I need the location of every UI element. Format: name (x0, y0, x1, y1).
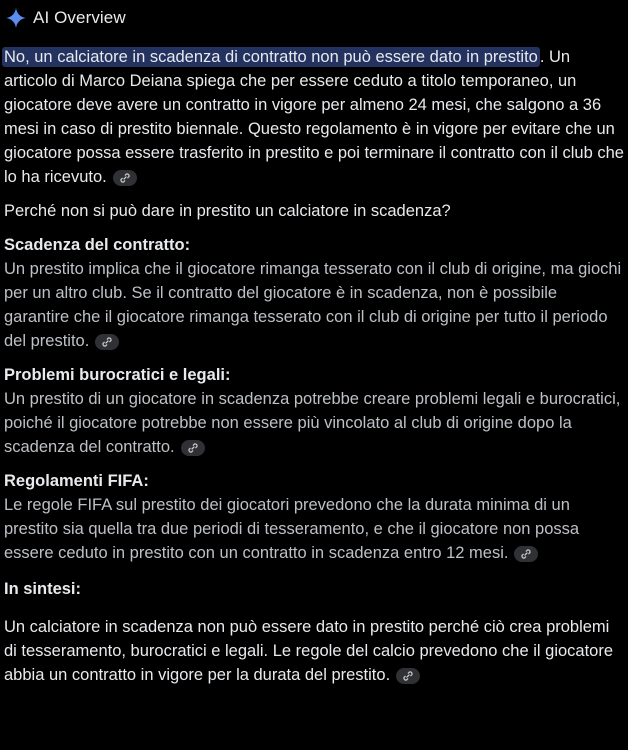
question-heading: Perché non si può dare in prestito un calciatore in scadenza? (4, 202, 451, 220)
summary-text (4, 615, 624, 687)
section-title: Problemi burocratici e legali: (4, 366, 231, 384)
summary-title: In sintesi: (4, 580, 82, 598)
section-burocrazia (4, 363, 624, 459)
source-link-button[interactable] (95, 334, 119, 350)
section-text-content: Le regole FIFA sul prestito dei giocatori prevedono che la durata minima di un prestito sia quella tra due periodi di tesseramento, e che il giocatore non possa essere ceduto in prestito con un contratto in scadenza entro 12 mesi. (4, 496, 580, 562)
link-icon (101, 336, 113, 348)
ai-overview-title: AI Overview (33, 8, 126, 27)
section-text (4, 257, 624, 353)
ai-overview-header (6, 6, 126, 30)
link-icon (402, 670, 414, 682)
source-link-button[interactable] (396, 668, 420, 684)
answer-paragraph (4, 45, 624, 189)
link-icon (520, 548, 532, 560)
highlighted-answer: No, un calciatore in scadenza di contratto non può essere dato in prestito (4, 48, 538, 66)
section-text (4, 493, 624, 565)
sparkle-icon (6, 8, 26, 28)
section-title: Regolamenti FIFA: (4, 472, 149, 490)
section-fifa (4, 469, 624, 565)
section-text (4, 387, 624, 459)
section-scadenza (4, 233, 624, 353)
section-title: Scadenza del contratto: (4, 236, 191, 254)
ai-overview-content (4, 45, 624, 687)
section-text-content: Un prestito implica che il giocatore rimanga tesserato con il club di origine, ma giochi per un altro club. Se il contratto del giocatore è in scadenza, non è possibile garantire che il giocatore rimanga tesserato con il club di origine per tutto il periodo del prestito. (4, 260, 622, 350)
source-link-button[interactable] (113, 170, 137, 186)
section-text-content: Un prestito di un giocatore in scadenza potrebbe creare problemi legali e burocratici, poiché il giocatore potrebbe non essere più vincolato al club di origine dopo la scadenza del contratto. (4, 390, 621, 456)
summary-text-content: Un calciatore in scadenza non può essere dato in prestito perché ciò crea problemi di tesseramento, burocratici e legali. Le regole del calcio prevedono che il giocatore abbia un contratto in vigore per la durata del prestito. (4, 618, 614, 684)
source-link-button[interactable] (181, 440, 205, 456)
link-icon (119, 172, 131, 184)
link-icon (187, 442, 199, 454)
answer-period: . (539, 48, 545, 66)
answer-intro: Un articolo di Marco Deiana spiega che per essere ceduto a titolo temporaneo, un giocatore deve avere un contratto in vigore per almeno 24 mesi, che salgono a 36 mesi in caso di prestito biennale. Questo regolamento è in vigore per evitare che un giocatore possa essere trasferito in prestito e poi terminare il contratto con il club che lo ha ricevuto. (4, 48, 624, 186)
source-link-button[interactable] (514, 546, 538, 562)
